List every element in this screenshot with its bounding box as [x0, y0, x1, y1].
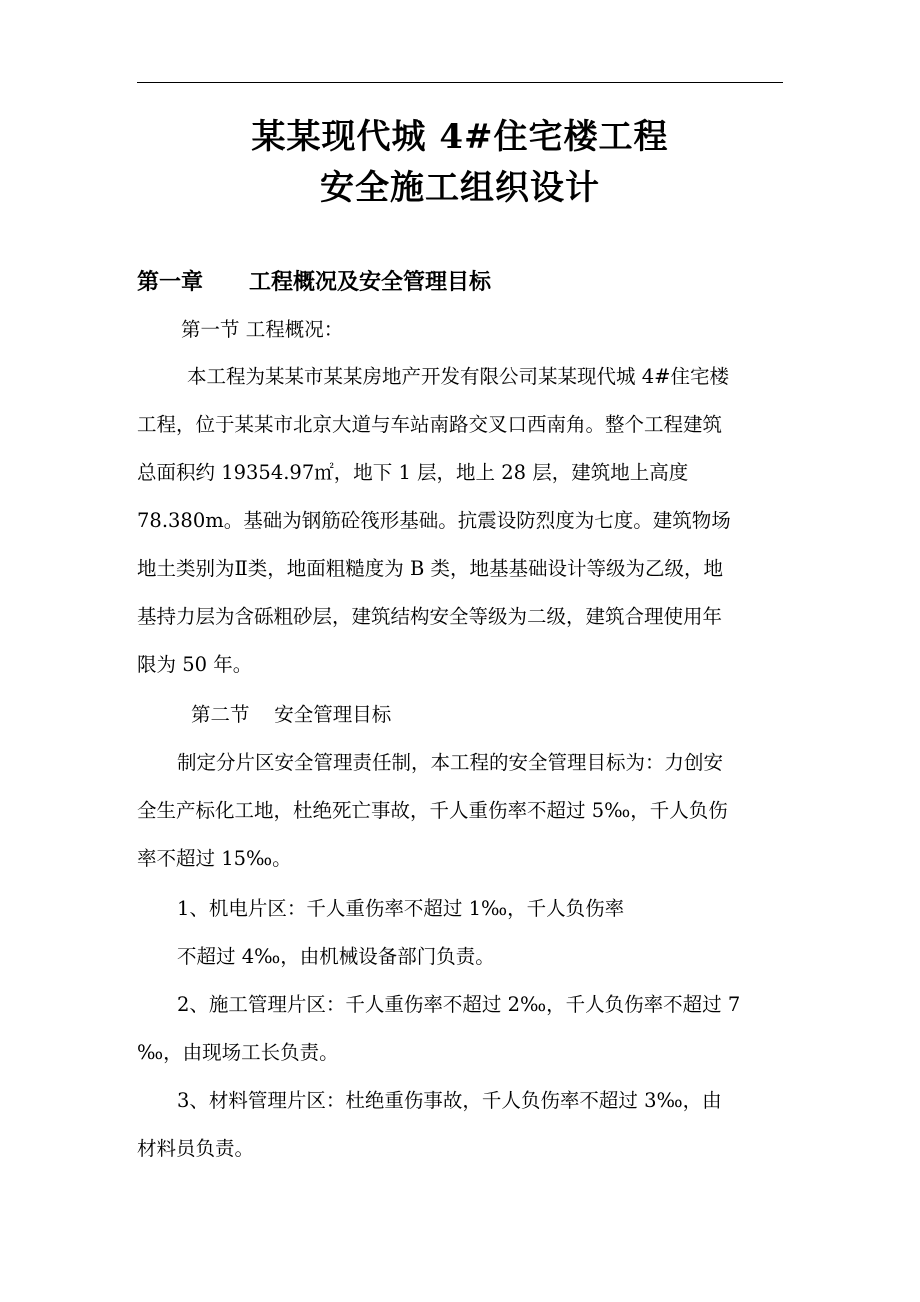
target-item-line: ‰，由现场工长负责。	[137, 1041, 339, 1064]
section-1-heading: 第一节 工程概况：	[181, 318, 344, 341]
target-item-line: 材料员负责。	[137, 1137, 255, 1160]
section-1-paragraph-line: 地土类别为Ⅱ类，地面粗糙度为 B 类，地基基础设计等级为乙级，地	[137, 557, 723, 580]
section-1-paragraph-line: 本工程为某某市某某房地产开发有限公司某某现代城 4#住宅楼	[187, 365, 729, 388]
document-title-line-2: 安全施工组织设计	[320, 168, 600, 208]
chapter-number: 第一章	[137, 269, 204, 295]
target-item-line: 3、材料管理片区：杜绝重伤事故，千人负伤率不超过 3‰，由	[177, 1089, 722, 1112]
target-item-line: 2、施工管理片区：千人重伤率不超过 2‰，千人负伤率不超过 7	[177, 993, 741, 1016]
section-2-heading: 第二节 安全管理目标	[191, 703, 392, 726]
target-item-line: 1、机电片区：千人重伤率不超过 1‰，千人负伤率	[177, 897, 625, 920]
target-item-line: 不超过 4‰，由机械设备部门负责。	[177, 945, 495, 968]
document-title-line-1: 某某现代城 4#住宅楼工程	[251, 117, 669, 157]
chapter-heading	[137, 266, 491, 298]
header-rule	[137, 82, 783, 83]
section-2-intro-line: 制定分片区安全管理责任制，本工程的安全管理目标为：力创安	[177, 751, 724, 774]
section-2-intro-line: 全生产标化工地，杜绝死亡事故，千人重伤率不超过 5‰，千人负伤	[137, 799, 728, 822]
chapter-title: 工程概况及安全管理目标	[249, 269, 492, 295]
section-1-paragraph-line: 总面积约 19354.97㎡，地下 1 层，地上 28 层，建筑地上高度	[137, 461, 689, 484]
section-1-paragraph-line: 基持力层为含砾粗砂层，建筑结构安全等级为二级，建筑合理使用年	[137, 605, 723, 628]
section-1-paragraph-line: 限为 50 年。	[137, 653, 253, 676]
section-1-paragraph-line: 工程，位于某某市北京大道与车站南路交叉口西南角。整个工程建筑	[137, 413, 723, 436]
section-1-paragraph-line: 78.380m。基础为钢筋砼筏形基础。抗震设防烈度为七度。建筑物场	[137, 509, 731, 532]
section-2-intro-line: 率不超过 15‰。	[137, 847, 292, 870]
